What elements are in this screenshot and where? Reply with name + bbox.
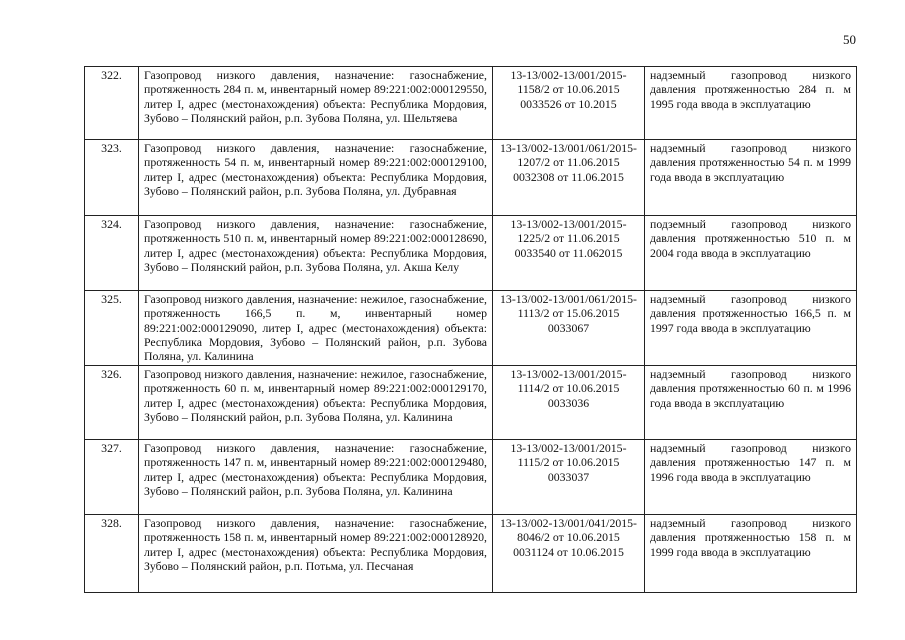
table-row	[85, 440, 857, 515]
row-number: 323.	[85, 140, 139, 216]
object-description: Газопровод низкого давления, назначение: газоснабжение, протяженность 147 п. м, инвентарный номер 89:221:002:000129480, литер I, адрес (местонахождения) объекта: Республика Мордовия, Зубово – Полянский район, р.п. Зубова Поляна, ул. Калинина	[139, 440, 493, 515]
object-note: подземный газопровод низкого давления протяженностью 510 п. м 2004 года ввода в эксплуатацию	[645, 216, 857, 291]
row-number: 327.	[85, 440, 139, 515]
table-row	[85, 140, 857, 216]
registration-record: 13-13/002-13/001/2015-1114/2 от 10.06.2015 0033036	[493, 366, 645, 440]
page-number: 50	[843, 32, 856, 47]
object-description: Газопровод низкого давления, назначение: газоснабжение, протяженность 510 п. м, инвентарный номер 89:221:002:000128690, литер I, адрес (местонахождения) объекта: Республика Мордовия, Зубово – Полянский район, р.п. Зубова Поляна, ул. Акша Келу	[139, 216, 493, 291]
object-description: Газопровод низкого давления, назначение: газоснабжение, протяженность 284 п. м, инвентарный номер 89:221:002:000129550, литер I, адрес (местонахождения) объекта: Республика Мордовия, Зубово – Полянский район, р.п. Зубова Поляна, ул. Шельтяева	[139, 67, 493, 140]
table-row	[85, 515, 857, 593]
registration-record: 13-13/002-13/001/2015-1225/2 от 11.06.2015 0033540 от 11.062015	[493, 216, 645, 291]
table-row	[85, 67, 857, 140]
object-note: надземный газопровод низкого давления протяженностью 147 п. м 1996 года ввода в эксплуатацию	[645, 440, 857, 515]
object-note: надземный газопровод низкого давления протяженностью 54 п. м 1999 года ввода в эксплуатацию	[645, 140, 857, 216]
registration-record: 13-13/002-13/001/2015-1158/2 от 10.06.2015 0033526 от 10.2015	[493, 67, 645, 140]
table-row	[85, 216, 857, 291]
table-row	[85, 291, 857, 366]
object-note: надземный газопровод низкого давления протяженностью 158 п. м 1999 года ввода в эксплуатацию	[645, 515, 857, 593]
registration-record: 13-13/002-13/001/061/2015-1207/2 от 11.06.2015 0032308 от 11.06.2015	[493, 140, 645, 216]
registration-record: 13-13/002-13/001/041/2015-8046/2 от 10.06.2015 0031124 от 10.06.2015	[493, 515, 645, 593]
object-note: надземный газопровод низкого давления протяженностью 284 п. м 1995 года ввода в эксплуатацию	[645, 67, 857, 140]
row-number: 328.	[85, 515, 139, 593]
property-register-table	[84, 66, 857, 593]
registration-record: 13-13/002-13/001/2015-1115/2 от 10.06.2015 0033037	[493, 440, 645, 515]
row-number: 322.	[85, 67, 139, 140]
object-description: Газопровод низкого давления, назначение: газоснабжение, протяженность 158 п. м, инвентарный номер 89:221:002:000128920, литер I, адрес (местонахождения) объекта: Республика Мордовия, Зубово – Полянский район, р.п. Потьма, ул. Песчаная	[139, 515, 493, 593]
table-row	[85, 366, 857, 440]
row-number: 326.	[85, 366, 139, 440]
row-number: 325.	[85, 291, 139, 366]
object-description: Газопровод низкого давления, назначение: газоснабжение, протяженность 54 п. м, инвентарный номер 89:221:002:000129100, литер I, адрес (местонахождения) объекта: Республика Мордовия, Зубово – Полянский район, р.п. Зубова Поляна, ул. Дубравная	[139, 140, 493, 216]
object-description: Газопровод низкого давления, назначение: нежилое, газоснабжение, протяженность 60 п. м, инвентарный номер 89:221:002:000129170, литер I, адрес (местонахождения) объекта: Республика Мордовия, Зубово – Полянский район, р.п. Зубова Поляна, ул. Калинина	[139, 366, 493, 440]
object-note: надземный газопровод низкого давления протяженностью 166,5 п. м 1997 года ввода в эксплуатацию	[645, 291, 857, 366]
row-number: 324.	[85, 216, 139, 291]
object-description: Газопровод низкого давления, назначение: нежилое, газоснабжение, протяженность 166,5 п. м, инвентарный номер 89:221:002:000129090, литер I, адрес (местонахождения) объекта: Республика Мордовия, Зубово – Полянский район, р.п. Зубова Поляна, ул. Калинина	[139, 291, 493, 366]
object-note: надземный газопровод низкого давления протяженностью 60 п. м 1996 года ввода в эксплуатацию	[645, 366, 857, 440]
registration-record: 13-13/002-13/001/061/2015-1113/2 от 15.06.2015 0033067	[493, 291, 645, 366]
